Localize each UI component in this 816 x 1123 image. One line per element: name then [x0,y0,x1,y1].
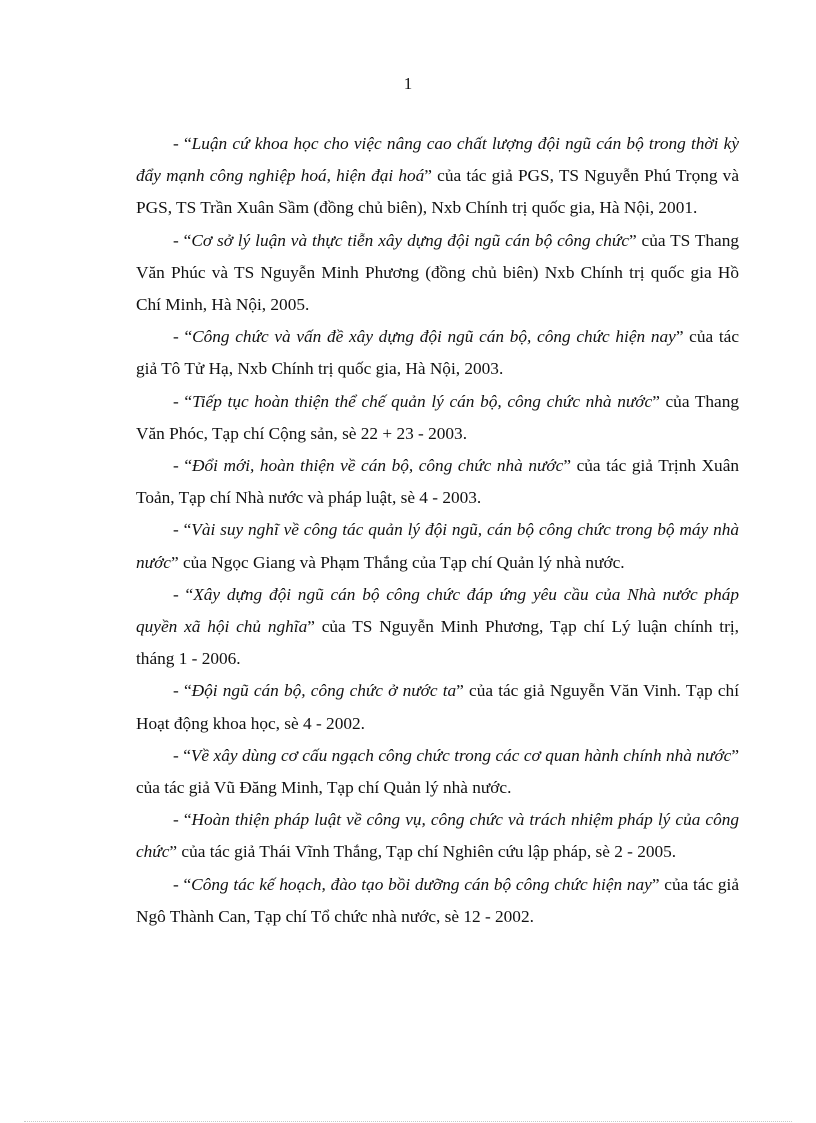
reference-entry-2 [136,225,739,322]
entry-title: Về xây dùng cơ cấu ngạch công chức trong các cơ quan hành chính nhà nước [190,745,732,765]
entry-prefix: - “ [173,681,192,701]
entry-prefix: - “ [173,874,192,894]
reference-entry-1 [136,128,739,225]
reference-entry-8 [136,675,739,739]
entry-details: ” của tác giả Tô Tử Hạ, Nxb Chính trị quốc gia, Hà Nội, 2003. [136,327,739,379]
entry-title: Luận cứ khoa học cho việc nâng cao chất lượng đội ngũ cán bộ trong thời kỳ đẩy mạnh công nghiệp hoá, hiện đại hoá [136,134,739,186]
entry-title: Hoàn thiện pháp luật về công vụ, công chức và trách nhiệm pháp lý của công chức [136,810,740,862]
entry-title: Cơ sở lý luận và thực tiễn xây dựng đội ngũ cán bộ công chức [191,230,629,250]
reference-entry-9 [136,740,739,804]
reference-list [136,128,739,933]
entry-prefix: - “ [173,391,193,411]
reference-entry-10 [136,804,739,868]
entry-title: Vài suy nghĩ về công tác quản lý đội ngũ, cán bộ công chức trong bộ máy nhà nước [136,520,739,572]
entry-details: ” của tác giả Vũ Đăng Minh, Tạp chí Quản lý nhà nước. [136,745,740,798]
entry-title: Đội ngũ cán bộ, công chức ở nước ta [191,681,457,701]
entry-details: ” của tác giả Ngô Thành Can, Tạp chí Tổ chức nhà nước, sè 12 - 2002. [136,874,739,926]
entry-details: ” của tác giả PGS, TS Nguyễn Phú Trọng và PGS, TS Trần Xuân Sầm (đồng chủ biên), Nxb Chính trị quốc gia, Hà Nội, 2001. [136,166,739,218]
entry-title: Công tác kế hoạch, đào tạo bồi dưỡng cán bộ công chức hiện nay [191,874,652,894]
entry-prefix: - “ [173,327,193,347]
reference-entry-5 [136,450,739,514]
entry-prefix: - “ [173,134,192,153]
entry-details: ” của tác giả Nguyễn Văn Vinh. Tạp chí Hoạt động khoa học, sè 4 - 2002. [136,681,739,733]
entry-prefix: - “ [173,456,192,476]
reference-entry-4 [136,386,739,450]
entry-details: ” của Ngọc Giang và Phạm Thắng của Tạp chí Quản lý nhà nước. [170,552,625,572]
entry-title: Đổi mới, hoàn thiện về cán bộ, công chức nhà nước [192,456,564,476]
entry-prefix: - “ [173,584,194,604]
entry-title: Công chức và vấn đề xây dựng đội ngũ cán bộ, công chức hiện nay [192,327,676,347]
entry-prefix: - “ [173,745,191,765]
reference-entry-6 [136,514,739,578]
page-number: 1 [403,74,413,93]
page-bottom-divider [24,1121,792,1122]
entry-prefix: - “ [173,230,192,250]
entry-title: Tiếp tục hoàn thiện thể chế quản lý cán bộ, công chức nhà nước [192,391,653,411]
reference-entry-7 [136,579,739,676]
entry-prefix: - “ [173,520,192,540]
reference-entry-11 [136,869,739,933]
entry-details: ” của Thang Văn Phóc, Tạp chí Cộng sản, sè 22 + 23 - 2003. [136,391,739,443]
reference-entry-3 [136,321,739,385]
entry-details: ” của TS Nguyễn Minh Phương, Tạp chí Lý luận chính trị, tháng 1 - 2006. [136,617,739,669]
entry-details: ” của tác giả Thái Vĩnh Thắng, Tạp chí Nghiên cứu lập pháp, sè 2 - 2005. [169,842,677,862]
entry-title: Xây dựng đội ngũ cán bộ công chức đáp ứng yêu cầu của Nhà nước pháp quyền xã hội chủ nghĩa [136,584,739,637]
entry-details: ” của TS Thang Văn Phúc và TS Nguyễn Minh Phương (đồng chủ biên) Nxb Chính trị quốc gia Hồ Chí Minh, Hà Nội, 2005. [136,230,740,315]
entry-details: ” của tác giả Trịnh Xuân Toản, Tạp chí Nhà nước và pháp luật, sè 4 - 2003. [136,456,740,508]
entry-prefix: - “ [173,810,192,830]
